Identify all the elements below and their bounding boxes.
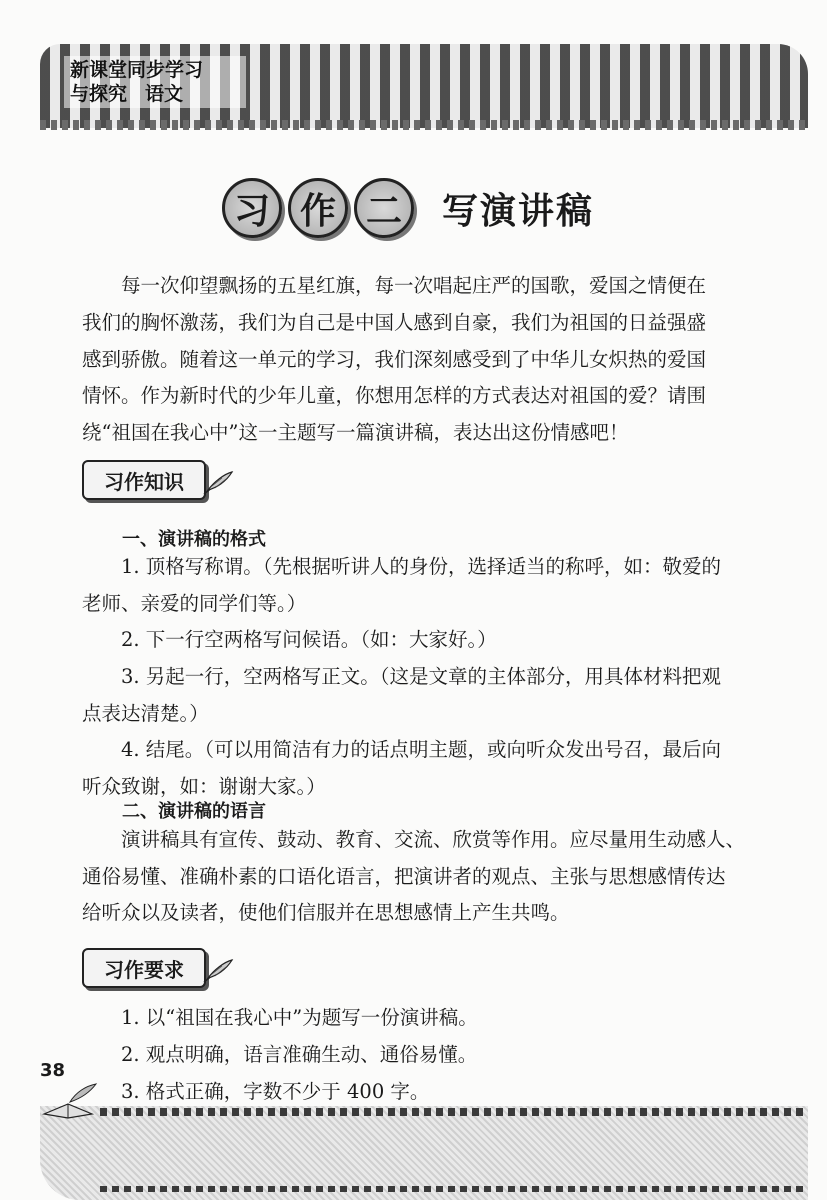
book-title-line2: 与探究 bbox=[70, 83, 128, 105]
knowledge-item-3: 3. 另起一行，空两格写正文。（这是文章的主体部分，用具体材料把观 bbox=[121, 665, 722, 688]
intro-line: 绕“祖国在我心中”这一主题写一篇演讲稿，表达出这份情感吧！ bbox=[82, 421, 629, 445]
footer-dash-divider bbox=[100, 1186, 808, 1192]
requirement-item: 1. 以“祖国在我心中”为题写一份演讲稿。 bbox=[121, 1006, 478, 1029]
section-label-requirements: 习作要求 bbox=[82, 948, 206, 988]
knowledge-item-4: 4. 结尾。（可以用简洁有力的话点明主题，或向听众发出号召，最后向 bbox=[121, 738, 722, 761]
knowledge-item-1-cont: 老师、亲爱的同学们等。） bbox=[82, 592, 307, 615]
book-title-line1: 新课堂同步学习 bbox=[70, 59, 204, 81]
knowledge-item-3-cont: 点表达清楚。） bbox=[82, 702, 209, 725]
header-dash-divider bbox=[40, 120, 808, 130]
heading-language: 二、演讲稿的语言 bbox=[122, 801, 266, 822]
intro-line: 情怀。作为新时代的少年儿童，你想用怎样的方式表达对祖国的爱？请围 bbox=[82, 384, 707, 408]
feather-icon bbox=[202, 468, 236, 496]
page-title bbox=[222, 172, 594, 244]
language-line: 通俗易懂、准确朴素的口语化语言，把演讲者的观点、主张与思想感情传达 bbox=[82, 865, 726, 888]
book-feather-icon bbox=[40, 1080, 100, 1120]
page-number: 38 bbox=[40, 1060, 66, 1081]
title-circle-char: 习 bbox=[222, 178, 282, 238]
language-line: 给听众以及读者，使他们信服并在思想感情上产生共鸣。 bbox=[82, 901, 570, 924]
knowledge-item-4-cont: 听众致谢，如：谢谢大家。） bbox=[82, 775, 326, 798]
intro-paragraph bbox=[82, 268, 750, 452]
knowledge-item-1: 1. 顶格写称谓。（先根据听讲人的身份，选择适当的称呼，如：敬爱的 bbox=[121, 555, 722, 578]
requirement-item: 3. 格式正确，字数不少于 400 字。 bbox=[121, 1080, 430, 1103]
footer-dash-divider bbox=[100, 1108, 808, 1116]
feather-icon bbox=[202, 956, 236, 984]
intro-line: 感到骄傲。随着这一单元的学习，我们深刻感受到了中华儿女炽热的爱国 bbox=[82, 347, 707, 371]
main-title: 写演讲稿 bbox=[442, 190, 595, 232]
requirement-item: 2. 观点明确，语言准确生动、通俗易懂。 bbox=[121, 1043, 478, 1066]
intro-line: 我们的胸怀激荡，我们为自己是中国人感到自豪，我们为祖国的日益强盛 bbox=[82, 310, 707, 334]
heading-format: 一、演讲稿的格式 bbox=[122, 529, 266, 550]
title-circle-char: 作 bbox=[288, 178, 348, 238]
subject-label: 语文 bbox=[145, 83, 184, 105]
intro-line: 每一次仰望飘扬的五星红旗，每一次唱起庄严的国歌，爱国之情便在 bbox=[121, 274, 707, 297]
section-label-knowledge: 习作知识 bbox=[82, 460, 206, 500]
book-title bbox=[64, 56, 246, 108]
title-circle-char: 二 bbox=[354, 178, 414, 238]
knowledge-item-2: 2. 下一行空两格写问候语。（如：大家好。） bbox=[121, 628, 497, 651]
language-line: 演讲稿具有宣传、鼓动、教育、交流、欣赏等作用。应尽量用生动感人、 bbox=[121, 828, 746, 851]
